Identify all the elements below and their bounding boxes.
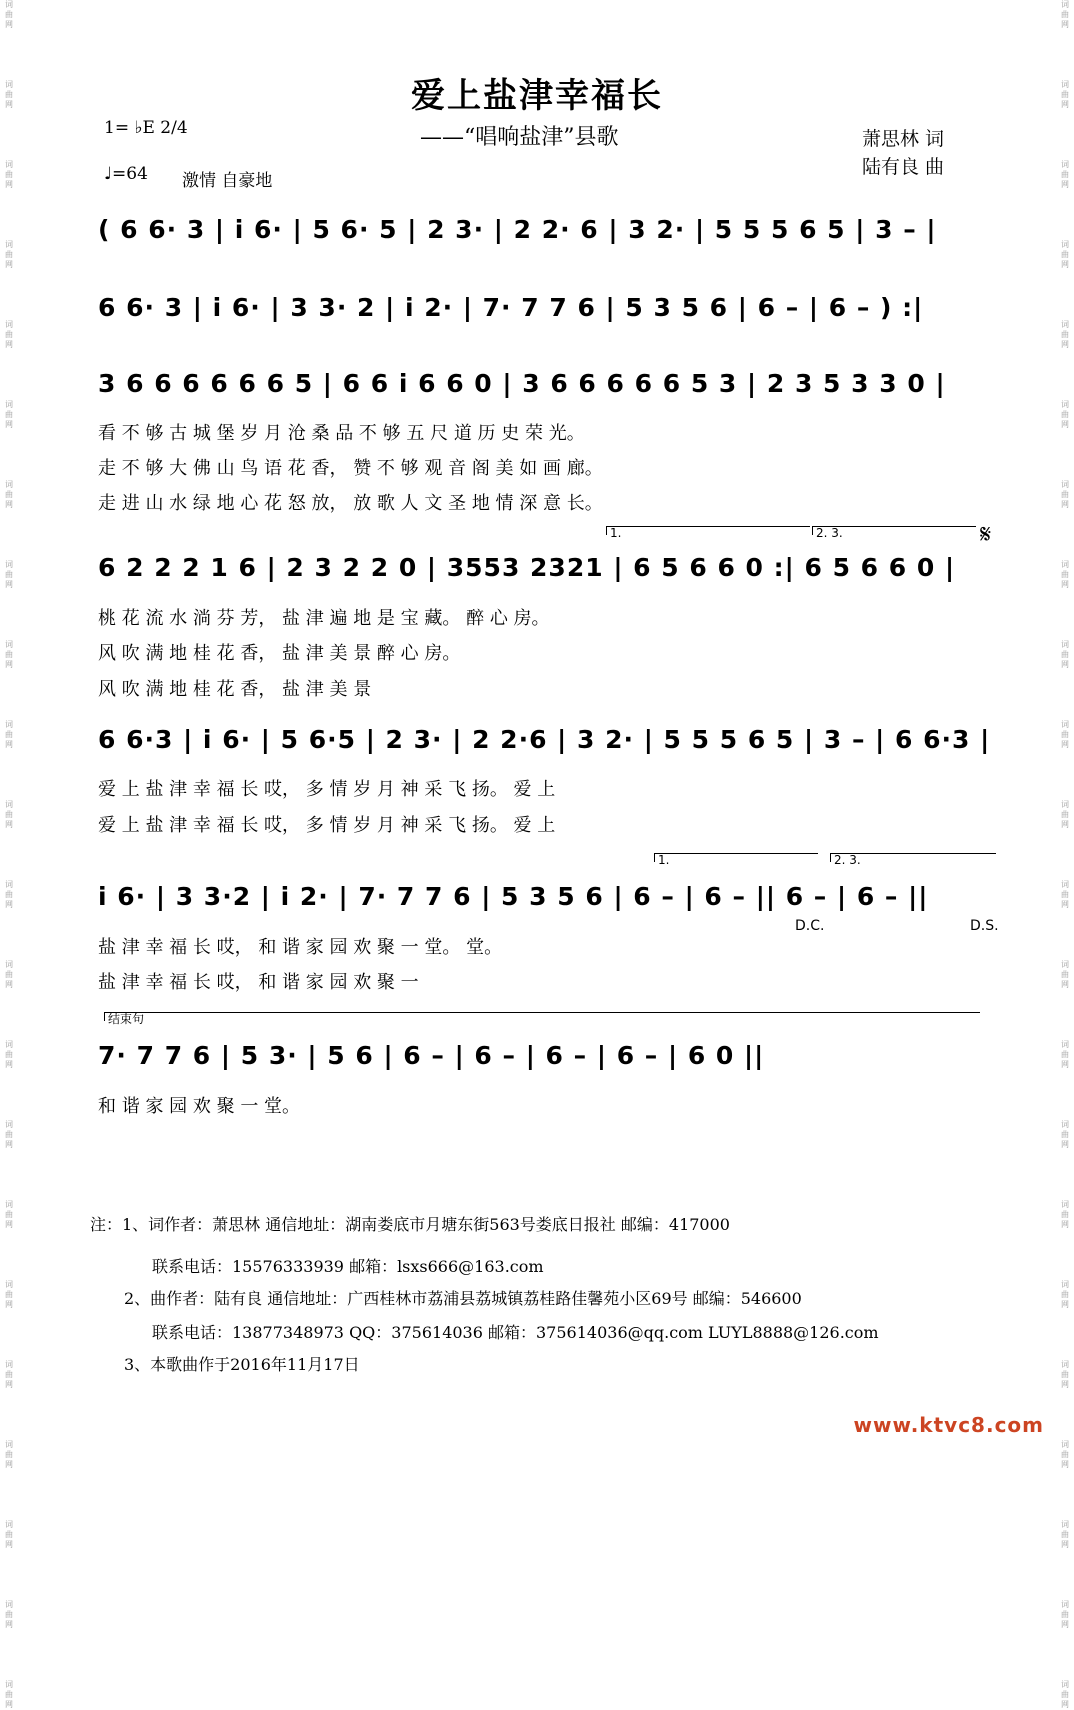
tempo-marking: ♩=64 — [104, 164, 148, 184]
lyric-line: 和 谐 家 园 欢 聚 一 堂。 — [98, 1096, 301, 1117]
lyric-line: 盐 津 幸 福 长 哎， 和 谐 家 园 欢 聚 一 — [98, 972, 419, 993]
notation-row-4: 6 2 2 2 1 6 | 2 3 2 2 0 | 3553 2321 | 6 5 6 6 0 :| 6 5 6 6 0 | — [98, 553, 956, 582]
volta-first-ending: 1. — [606, 526, 810, 535]
notation-row-1: ( 6 6· 3 | i 6· | 5 6· 5 | 2 3· | 2 2· 6 | 3 2· | 5 5 5 6 5 | 3 – | — [98, 215, 937, 244]
notation-row-2: 6 6· 3 | i 6· | 3 3· 2 | i 2· | 7· 7 7 6 | 5 3 5 6 | 6 – | 6 – ) :| — [98, 293, 924, 322]
ending-bracket: 结束句 — [104, 1012, 980, 1021]
lyric-line: 看 不 够 古 城 堡 岁 月 沧 桑 品 不 够 五 尺 道 历 史 荣 光。 — [98, 423, 585, 444]
volta-first-ending: 1. — [654, 853, 818, 862]
footnote-line: 联系电话：13877348973 QQ：375614036 邮箱：375614036@qq.com LUYL8888@126.com — [152, 1323, 879, 1342]
notation-row-7: 7· 7 7 6 | 5 3· | 5 6 | 6 – | 6 – | 6 – | 6 – | 6 0 || — [98, 1041, 765, 1070]
footnote-line: 3、本歌曲作于2016年11月17日 — [124, 1355, 360, 1374]
footnote-line: 注：1、词作者：萧思林 通信地址：湖南娄底市月塘东街563号娄底日报社 邮编：417000 — [90, 1215, 730, 1234]
side-watermark-right: 词曲网 词曲网 词曲网 词曲网 词曲网 词曲网 词曲网 词曲网 词曲网 词曲网 词曲网 词曲网 词曲网 词曲网 词曲网 词曲网 词曲网 词曲网 词曲网 词曲网 词曲网 词曲网 — [1061, 0, 1069, 1709]
lyricist-credit: 萧思林 词 — [862, 128, 945, 150]
segno-sign: 𝄋 — [980, 520, 992, 550]
key-signature: 1= ♭E 2/4 — [104, 118, 188, 138]
volta-second-ending: 2. 3. — [830, 853, 996, 862]
expression-marking: 激情 自豪地 — [182, 171, 273, 191]
lyric-line: 盐 津 幸 福 长 哎， 和 谐 家 园 欢 聚 一 堂。 堂。 — [98, 937, 503, 958]
footnote-line: 2、曲作者：陆有良 通信地址：广西桂林市荔浦县荔城镇荔桂路佳馨苑小区69号 邮编：546600 — [124, 1289, 802, 1308]
composer-credit: 陆有良 曲 — [862, 156, 945, 178]
side-watermark-left: 词曲网 词曲网 词曲网 词曲网 词曲网 词曲网 词曲网 词曲网 词曲网 词曲网 词曲网 词曲网 词曲网 词曲网 词曲网 词曲网 词曲网 词曲网 词曲网 词曲网 词曲网 词曲网 — [5, 0, 13, 1709]
dal-segno-mark: D.S. — [970, 918, 999, 934]
notation-row-3: 3 6 6 6 6 6 6 5 | 6 6 i 6 6 0 | 3 6 6 6 6 6 5 3 | 2 3 5 3 3 0 | — [98, 369, 946, 398]
lyric-line: 走 进 山 水 绿 地 心 花 怒 放， 放 歌 人 文 圣 地 情 深 意 长。 — [98, 493, 603, 514]
lyric-line: 走 不 够 大 佛 山 鸟 语 花 香， 赞 不 够 观 音 阁 美 如 画 廊。 — [98, 458, 603, 479]
lyric-line: 桃 花 流 水 淌 芬 芳， 盐 津 遍 地 是 宝 藏。 醉 心 房。 — [98, 608, 550, 629]
lyric-line: 爱 上 盐 津 幸 福 长 哎， 多 情 岁 月 神 采 飞 扬。 爱 上 — [98, 779, 556, 800]
lyric-line: 爱 上 盐 津 幸 福 长 哎， 多 情 岁 月 神 采 飞 扬。 爱 上 — [98, 815, 556, 836]
notation-row-5: 6 6·3 | i 6· | 5 6·5 | 2 3· | 2 2·6 | 3 2· | 5 5 5 6 5 | 3 – | 6 6·3 | — [98, 725, 991, 754]
lyric-line: 风 吹 满 地 桂 花 香， 盐 津 美 景 — [98, 679, 372, 700]
site-watermark: www.ktvc8.com — [853, 1413, 1044, 1437]
notation-row-6: i 6· | 3 3·2 | i 2· | 7· 7 7 6 | 5 3 5 6 | 6 – | 6 – || 6 – | 6 – || — [98, 882, 929, 911]
da-capo-mark: D.C. — [795, 918, 825, 934]
footnote-line: 联系电话：15576333939 邮箱：lsxs666@163.com — [152, 1257, 544, 1276]
song-title: 爱上盐津幸福长 — [411, 76, 663, 116]
volta-second-ending: 2. 3. — [812, 526, 976, 535]
lyric-line: 风 吹 满 地 桂 花 香， 盐 津 美 景 醉 心 房。 — [98, 643, 461, 664]
song-subtitle: ——“唱响盐津”县歌 — [420, 125, 619, 150]
